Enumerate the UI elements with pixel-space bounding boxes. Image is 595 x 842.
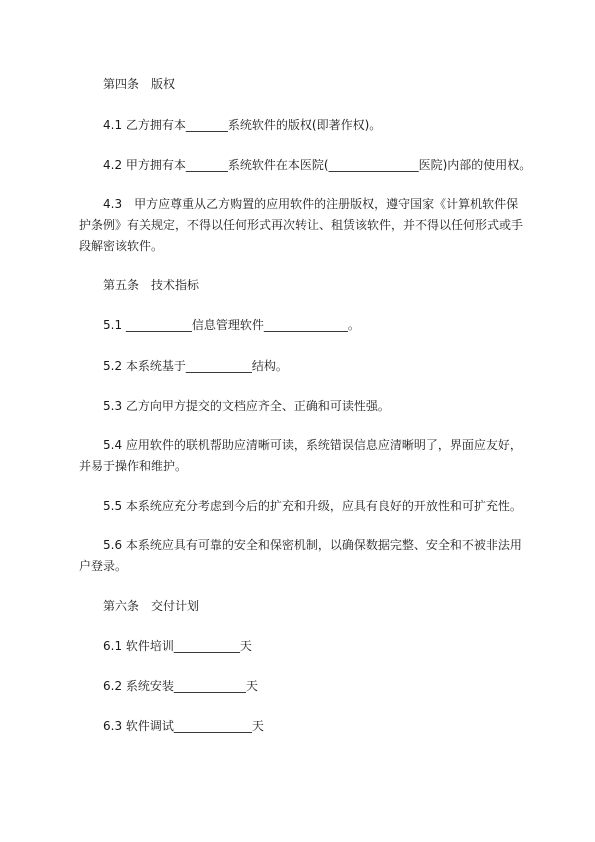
clause-5-6-line-2: 户登录。 <box>79 559 128 573</box>
clause-4-3 <box>79 194 543 257</box>
clause-5-6-line-1: 5.6 本系统应具有可靠的安全和保密机制，以确保数据完整、安全和不被非法用 <box>103 538 522 552</box>
clause-5-4-line-1: 5.4 应用软件的联机帮助应清晰可读，系统错误信息应清晰明了，界面应友好， <box>103 438 522 452</box>
clause-5-4 <box>79 435 543 477</box>
clause-6-3: 6.3 软件调试_____________天 <box>103 719 264 733</box>
clause-5-2: 5.2 本系统基于___________结构。 <box>103 359 288 373</box>
clause-6-2: 6.2 系统安装____________天 <box>103 679 258 693</box>
clause-4-2: 4.2 甲方拥有本_______系统软件在本医院(_______________医院)内部的使用权。 <box>103 158 532 172</box>
article-5-title: 第五条 技术指标 <box>103 278 200 292</box>
clause-4-1: 4.1 乙方拥有本_______系统软件的版权(即著作权)。 <box>103 118 382 132</box>
clause-5-4-line-2: 并易于操作和维护。 <box>79 459 188 473</box>
clause-5-5: 5.5 本系统应充分考虑到今后的扩充和升级，应具有良好的开放性和可扩充性。 <box>103 499 522 513</box>
clause-4-3-line-1: 4.3 甲方应尊重从乙方购置的应用软件的注册版权，遵守国家《计算机软件保 <box>103 197 519 211</box>
clause-5-1: 5.1 ___________信息管理软件______________。 <box>103 318 360 332</box>
clause-4-3-line-3: 段解密该软件。 <box>79 239 164 253</box>
article-6-title: 第六条 交付计划 <box>103 599 200 613</box>
clause-6-1: 6.1 软件培训___________天 <box>103 639 252 653</box>
article-4-title: 第四条 版权 <box>103 77 176 91</box>
clause-5-6 <box>79 535 543 577</box>
clause-5-3: 5.3 乙方向甲方提交的文档应齐全、正确和可读性强。 <box>103 399 390 413</box>
clause-4-3-line-2: 护条例》有关规定，不得以任何形式再次转让、租赁该软件，并不得以任何形式或手 <box>79 218 524 232</box>
